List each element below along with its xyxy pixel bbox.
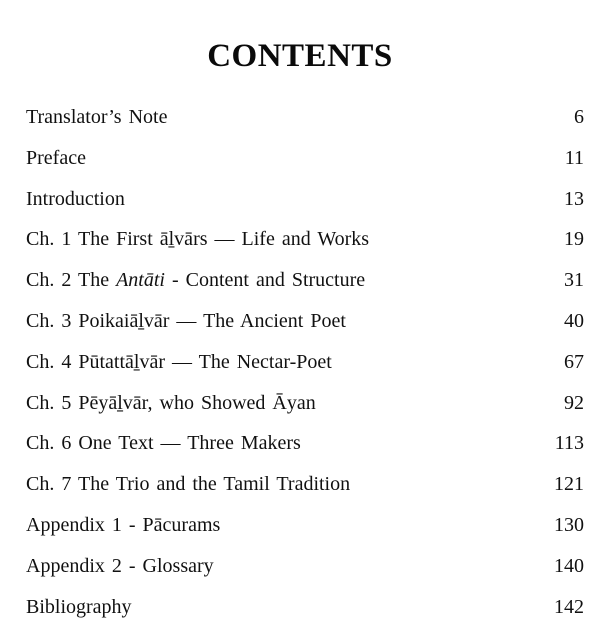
toc-entry-page: 121	[554, 473, 584, 496]
toc-entry-preface	[26, 147, 584, 188]
toc-entry-page: 92	[564, 391, 584, 414]
toc-entry-label: Ch. 6 One Text — Three Makers	[26, 432, 301, 455]
toc-entry-page: 13	[564, 187, 584, 210]
toc-entry-label-prefix: Ch. 2 The	[26, 269, 117, 292]
toc-entry-page: 31	[564, 269, 584, 292]
toc-entry-appendix-2	[26, 555, 584, 596]
toc-entry-label: Ch. 3 Poikaiāḻvār — The Ancient Poet	[26, 309, 346, 332]
toc-entry-chapter-3	[26, 310, 584, 351]
toc-entry-label: Bibliography	[26, 595, 132, 618]
toc-entry-page: 67	[564, 350, 584, 373]
toc-entry-page: 142	[554, 595, 584, 618]
toc-entry-label-suffix: - Content and Structure	[164, 269, 366, 292]
toc-entry-chapter-1	[26, 228, 584, 269]
toc-entry-label: Introduction	[26, 187, 125, 210]
toc-entry-introduction	[26, 188, 584, 229]
toc-entry-translators-note	[26, 106, 584, 147]
toc-entry-chapter-5	[26, 392, 584, 433]
page-title: CONTENTS	[207, 38, 393, 74]
toc-entry-label: Ch. 1 The First āḻvārs — Life and Works	[26, 228, 370, 251]
table-of-contents	[26, 106, 584, 636]
toc-entry-chapter-6	[26, 432, 584, 473]
toc-entry-label: Translator’s Note	[26, 106, 168, 128]
toc-entry-chapter-7	[26, 473, 584, 514]
toc-entry-page: 113	[554, 432, 584, 455]
toc-entry-chapter-4	[26, 351, 584, 392]
toc-entry-label-italic: Antāti	[116, 269, 165, 292]
toc-entry-bibliography	[26, 596, 584, 637]
toc-entry-page: 140	[554, 554, 584, 577]
toc-entry-page: 6	[574, 106, 584, 128]
toc-entry-chapter-2	[26, 269, 584, 310]
toc-entry-appendix-1	[26, 514, 584, 555]
toc-entry-label: Ch. 7 The Trio and the Tamil Tradition	[26, 473, 351, 496]
toc-entry-label: Appendix 1 - Pācurams	[26, 513, 221, 536]
toc-entry-page: 19	[564, 228, 584, 251]
toc-entry-label: Ch. 4 Pūtattāḻvār — The Nectar-Poet	[26, 350, 332, 373]
toc-entry-label	[26, 269, 365, 292]
toc-entry-label: Ch. 5 Pēyāḻvār, who Showed Āyan	[26, 391, 316, 414]
toc-entry-label: Appendix 2 - Glossary	[26, 554, 214, 577]
toc-entry-page: 11	[564, 146, 584, 169]
toc-entry-label: Preface	[26, 146, 86, 169]
toc-entry-page: 40	[564, 309, 584, 332]
toc-entry-page: 130	[554, 513, 584, 536]
